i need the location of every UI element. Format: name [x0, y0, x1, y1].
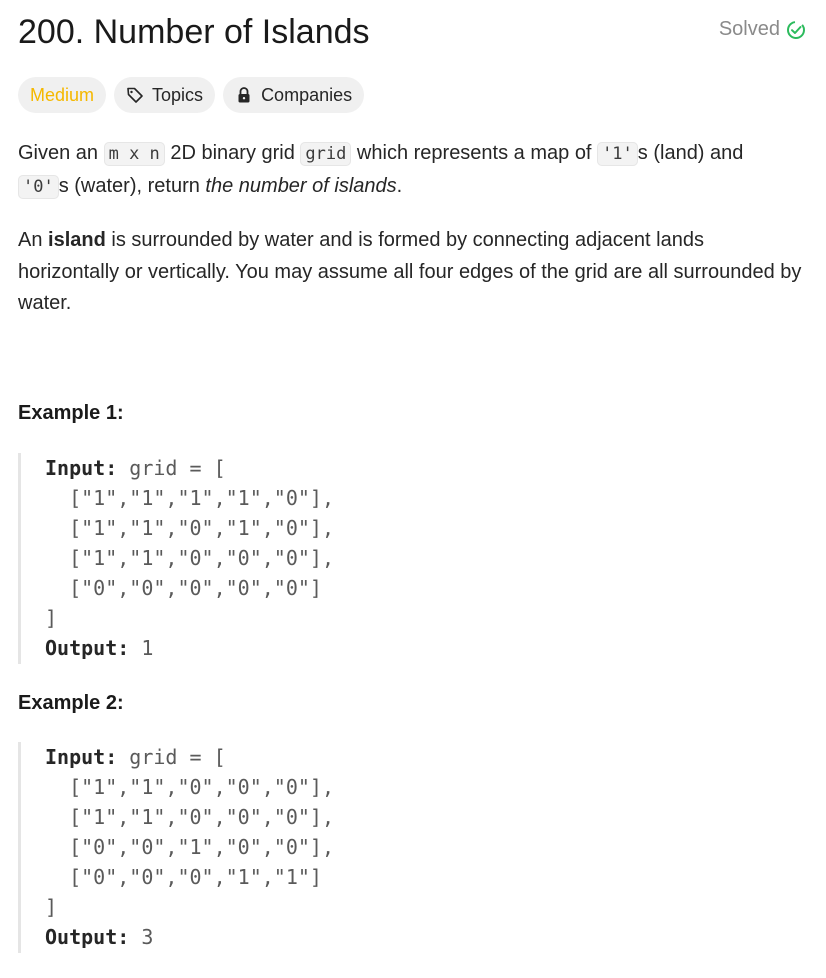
grid-close: ]: [45, 895, 58, 919]
grid-row: ["1","1","1","1","0"],: [45, 486, 334, 510]
description-text: s (water), return: [58, 174, 206, 197]
grid-row: ["1","1","0","1","0"],: [45, 516, 334, 540]
description-text: is surrounded by water and is formed by connecting adjacent lands horizontally or vertically. You may assume all four edges of the grid are all surrounded by water.: [18, 229, 802, 314]
difficulty-badge[interactable]: [18, 77, 106, 113]
solved-label: Solved: [718, 18, 780, 40]
tag-row: [18, 77, 364, 113]
grid-row: ["0","0","0","1","1"]: [45, 865, 322, 889]
input-head: grid = [: [117, 745, 226, 769]
problem-title: 200. Number of Islands: [18, 13, 370, 51]
difficulty-label: Medium: [30, 84, 95, 105]
example-1-block: [18, 453, 798, 664]
description-text: An: [18, 229, 49, 251]
example-1-title: Example 1:: [18, 402, 124, 424]
description-paragraph-1: [18, 138, 808, 203]
grid-close: ]: [45, 606, 58, 630]
description-text: s (land) and: [637, 142, 744, 164]
output-label: Output:: [45, 636, 130, 660]
output-value: 1: [129, 636, 154, 660]
example-2-title: Example 2:: [18, 692, 124, 714]
inline-code-one: '1': [597, 142, 638, 166]
description-bold: island: [48, 229, 106, 251]
input-label: Input:: [45, 745, 118, 769]
description-text: which represents a map of: [351, 142, 598, 164]
output-value: 3: [129, 925, 154, 949]
example-input-line: [45, 742, 798, 772]
inline-code-grid: grid: [300, 142, 351, 166]
inline-code-dimensions: m x n: [104, 142, 165, 166]
grid-row: ["0","0","0","0","0"]: [45, 576, 322, 600]
input-head: grid = [: [117, 456, 226, 480]
solved-status: [719, 18, 806, 41]
grid-row: ["0","0","1","0","0"],: [45, 835, 334, 859]
check-circle-icon: [786, 20, 806, 40]
description-paragraph-2: [18, 225, 808, 320]
inline-code-zero: '0': [18, 175, 59, 199]
tag-icon: [126, 86, 144, 104]
topics-button[interactable]: [114, 77, 215, 113]
lock-icon: [235, 86, 253, 104]
grid-row: ["1","1","0","0","0"],: [45, 805, 334, 829]
example-output-line: [45, 922, 798, 952]
companies-button[interactable]: [223, 77, 364, 113]
example-output-line: [45, 633, 798, 663]
description-text: Given an: [18, 142, 104, 164]
grid-row: ["1","1","0","0","0"],: [45, 546, 334, 570]
companies-label: Companies: [261, 84, 353, 105]
input-label: Input:: [45, 456, 118, 480]
description-emphasis: the number of islands: [205, 174, 397, 197]
topics-label: Topics: [152, 84, 204, 105]
description-text: 2D binary grid: [164, 142, 301, 164]
output-label: Output:: [45, 925, 130, 949]
example-2-block: [18, 742, 798, 953]
description-text: .: [396, 174, 403, 197]
example-input-line: [45, 453, 798, 483]
grid-row: ["1","1","0","0","0"],: [45, 775, 334, 799]
